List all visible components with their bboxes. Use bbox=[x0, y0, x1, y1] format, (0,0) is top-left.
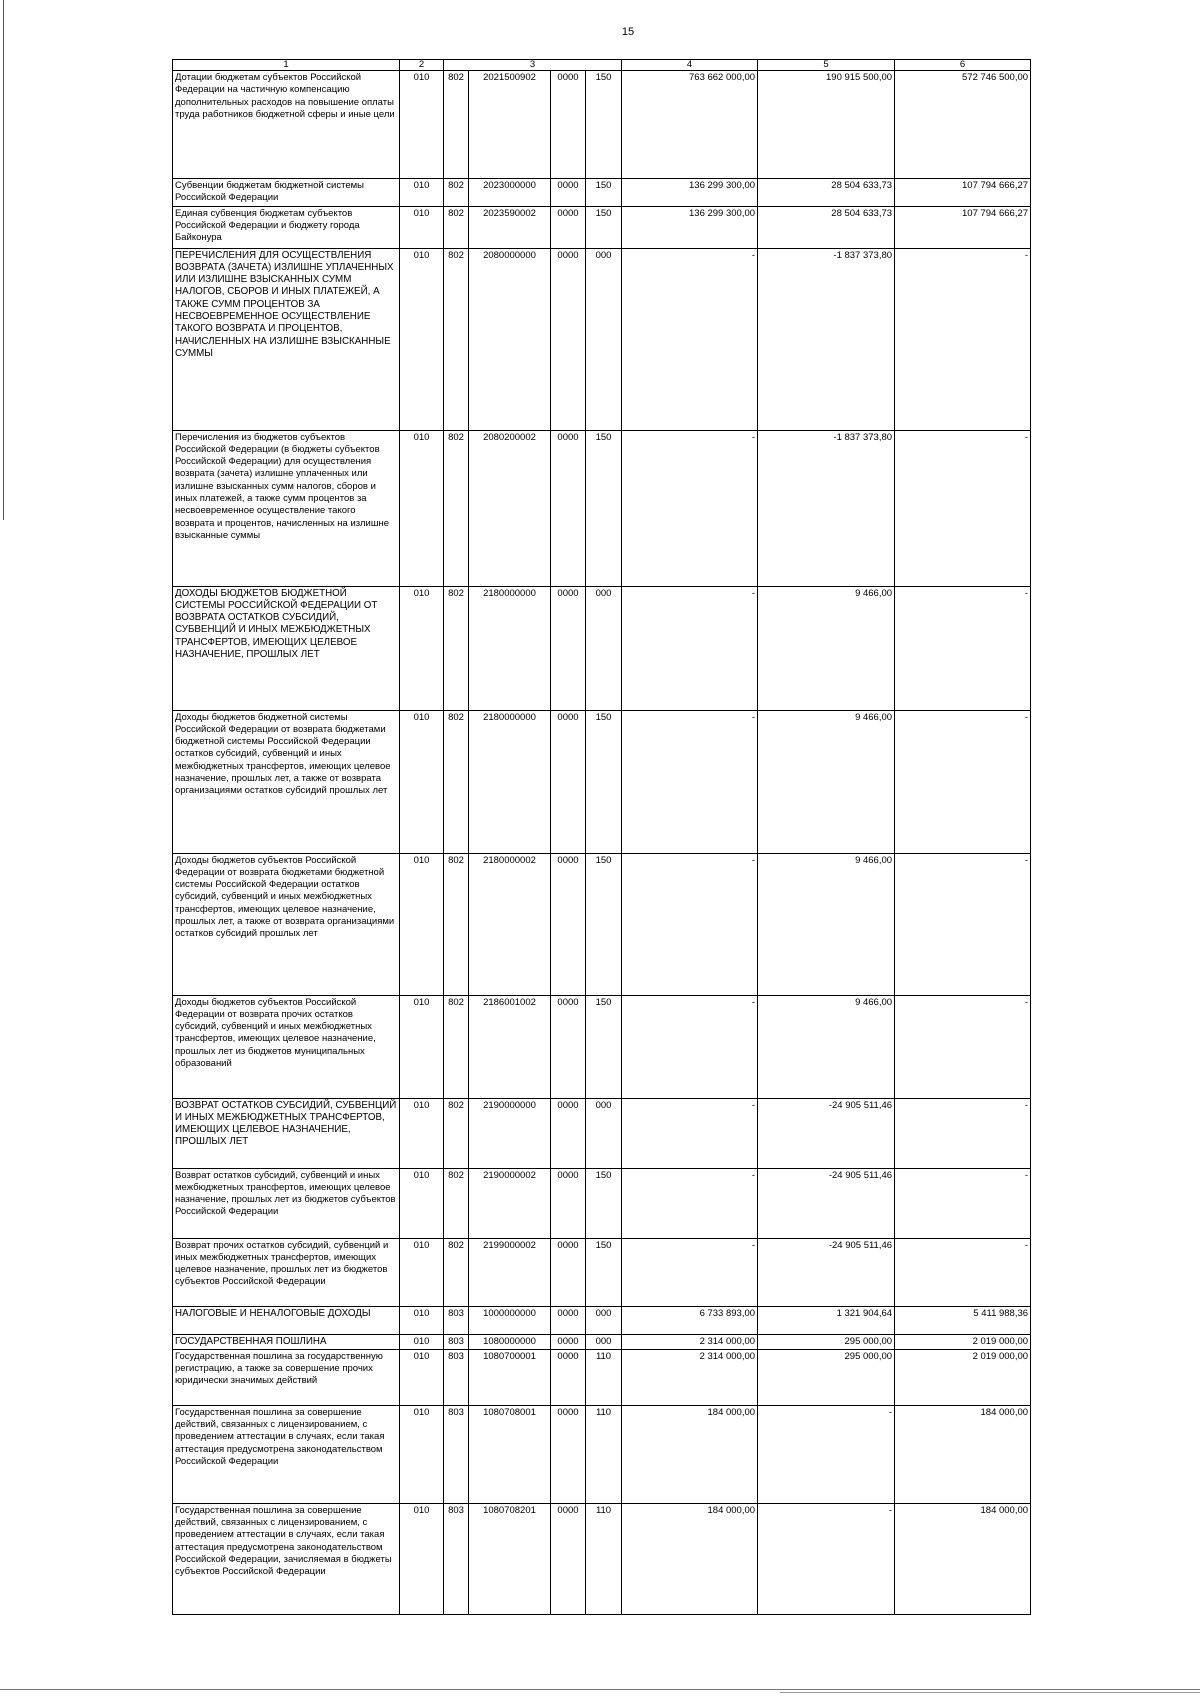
value-executed: - bbox=[758, 1503, 895, 1614]
code-admin: 803 bbox=[444, 1503, 469, 1614]
value-executed: -24 905 511,46 bbox=[758, 1238, 895, 1306]
code-kosgu: 150 bbox=[586, 853, 622, 995]
table-row bbox=[173, 853, 1031, 995]
code-classifier: 2186001002 bbox=[469, 995, 551, 1098]
value-executed: 9 466,00 bbox=[758, 586, 895, 710]
value-approved: 184 000,00 bbox=[622, 1503, 758, 1614]
code-admin: 803 bbox=[444, 1306, 469, 1334]
code-admin: 802 bbox=[444, 179, 469, 207]
row-name: Доходы бюджетов субъектов Российской Федерации от возврата бюджетами бюджетной системы Российской Федерации остатков субсидий, субвенций и иных межбюджетных трансфертов, имеющих целевое назначение, прошлых лет, а также от возврата организациями остатков субсидий прошлых лет bbox=[173, 853, 400, 995]
value-unexecuted: - bbox=[895, 1238, 1031, 1306]
value-approved: - bbox=[622, 1168, 758, 1238]
code-admin: 802 bbox=[444, 586, 469, 710]
value-approved: 6 733 893,00 bbox=[622, 1306, 758, 1334]
code-chapter: 010 bbox=[400, 586, 444, 710]
code-subtype: 0000 bbox=[551, 853, 586, 995]
code-subtype: 0000 bbox=[551, 1349, 586, 1405]
table-row bbox=[173, 1334, 1031, 1349]
code-kosgu: 150 bbox=[586, 1238, 622, 1306]
value-approved: - bbox=[622, 586, 758, 710]
code-kosgu: 000 bbox=[586, 1334, 622, 1349]
row-name: Субвенции бюджетам бюджетной системы Российской Федерации bbox=[173, 179, 400, 207]
value-unexecuted: - bbox=[895, 710, 1031, 853]
code-classifier: 2180000000 bbox=[469, 586, 551, 710]
value-executed: 9 466,00 bbox=[758, 710, 895, 853]
table-row bbox=[173, 586, 1031, 710]
code-classifier: 1080708201 bbox=[469, 1503, 551, 1614]
code-classifier: 2180000002 bbox=[469, 853, 551, 995]
table-row bbox=[173, 179, 1031, 207]
table-row bbox=[173, 430, 1031, 586]
code-classifier: 2080000000 bbox=[469, 248, 551, 430]
row-name: Доходы бюджетов субъектов Российской Федерации от возврата прочих остатков субсидий, субвенций и иных межбюджетных трансфертов, имеющих целевое назначение, прошлых лет из бюджетов муниципальных образований bbox=[173, 995, 400, 1098]
code-chapter: 010 bbox=[400, 853, 444, 995]
value-executed: 28 504 633,73 bbox=[758, 206, 895, 248]
row-name: Возврат прочих остатков субсидий, субвенций и иных межбюджетных трансфертов, имеющих целевое назначение, прошлых лет из бюджетов субъектов Российской Федерации bbox=[173, 1238, 400, 1306]
code-chapter: 010 bbox=[400, 1168, 444, 1238]
column-header-3: 3 bbox=[444, 60, 622, 71]
value-unexecuted: 184 000,00 bbox=[895, 1503, 1031, 1614]
value-approved: - bbox=[622, 1098, 758, 1168]
code-classifier: 2190000000 bbox=[469, 1098, 551, 1168]
code-subtype: 0000 bbox=[551, 710, 586, 853]
value-unexecuted: - bbox=[895, 1098, 1031, 1168]
code-chapter: 010 bbox=[400, 248, 444, 430]
value-unexecuted: 572 746 500,00 bbox=[895, 71, 1031, 179]
value-approved: 136 299 300,00 bbox=[622, 179, 758, 207]
code-subtype: 0000 bbox=[551, 1503, 586, 1614]
column-header-5: 5 bbox=[758, 60, 895, 71]
code-subtype: 0000 bbox=[551, 1405, 586, 1503]
value-executed: -1 837 373,80 bbox=[758, 248, 895, 430]
code-subtype: 0000 bbox=[551, 1334, 586, 1349]
code-subtype: 0000 bbox=[551, 995, 586, 1098]
code-subtype: 0000 bbox=[551, 430, 586, 586]
code-classifier: 2023000000 bbox=[469, 179, 551, 207]
value-approved: 763 662 000,00 bbox=[622, 71, 758, 179]
code-classifier: 2180000000 bbox=[469, 710, 551, 853]
code-kosgu: 150 bbox=[586, 71, 622, 179]
code-chapter: 010 bbox=[400, 1238, 444, 1306]
code-admin: 802 bbox=[444, 710, 469, 853]
code-chapter: 010 bbox=[400, 1503, 444, 1614]
code-chapter: 010 bbox=[400, 995, 444, 1098]
code-admin: 802 bbox=[444, 1098, 469, 1168]
code-chapter: 010 bbox=[400, 1306, 444, 1334]
table-row bbox=[173, 71, 1031, 179]
row-name: Государственная пошлина за совершение действий, связанных с лицензированием, с проведением аттестации в случаях, если такая аттестация предусмотрена законодательством Российской Федерации, зачисляемая в бюджеты субъектов Российской Федерации bbox=[173, 1503, 400, 1614]
value-executed: 9 466,00 bbox=[758, 995, 895, 1098]
code-kosgu: 150 bbox=[586, 710, 622, 853]
code-subtype: 0000 bbox=[551, 1098, 586, 1168]
code-kosgu: 110 bbox=[586, 1503, 622, 1614]
code-classifier: 2023590002 bbox=[469, 206, 551, 248]
column-number-row bbox=[173, 60, 1031, 71]
row-name: Дотации бюджетам субъектов Российской Федерации на частичную компенсацию дополнительных расходов на повышение оплаты труда работников бюджетной сферы и иные цели bbox=[173, 71, 400, 179]
code-admin: 802 bbox=[444, 248, 469, 430]
value-executed: 9 466,00 bbox=[758, 853, 895, 995]
value-approved: - bbox=[622, 1238, 758, 1306]
code-kosgu: 150 bbox=[586, 995, 622, 1098]
code-classifier: 1000000000 bbox=[469, 1306, 551, 1334]
row-name: ДОХОДЫ БЮДЖЕТОВ БЮДЖЕТНОЙ СИСТЕМЫ РОССИЙСКОЙ ФЕДЕРАЦИИ ОТ ВОЗВРАТА ОСТАТКОВ СУБСИДИЙ, СУБВЕНЦИЙ И ИНЫХ МЕЖБЮДЖЕТНЫХ ТРАНСФЕРТОВ, ИМЕЮЩИХ ЦЕЛЕВОЕ НАЗНАЧЕНИЕ, ПРОШЛЫХ ЛЕТ bbox=[173, 586, 400, 710]
column-header-4: 4 bbox=[622, 60, 758, 71]
value-unexecuted: - bbox=[895, 430, 1031, 586]
code-chapter: 010 bbox=[400, 710, 444, 853]
value-unexecuted: 2 019 000,00 bbox=[895, 1334, 1031, 1349]
value-unexecuted: - bbox=[895, 995, 1031, 1098]
value-approved: - bbox=[622, 853, 758, 995]
value-executed: -24 905 511,46 bbox=[758, 1098, 895, 1168]
value-approved: - bbox=[622, 710, 758, 853]
code-chapter: 010 bbox=[400, 1405, 444, 1503]
row-name: Доходы бюджетов бюджетной системы Российской Федерации от возврата бюджетами бюджетной системы Российской Федерации остатков субсидий, субвенций и иных межбюджетных трансфертов, имеющих целевое назначение, прошлых лет, а также от возврата организациями остатков субсидий прошлых лет bbox=[173, 710, 400, 853]
table-row bbox=[173, 248, 1031, 430]
code-admin: 802 bbox=[444, 853, 469, 995]
code-subtype: 0000 bbox=[551, 1168, 586, 1238]
code-chapter: 010 bbox=[400, 179, 444, 207]
code-classifier: 2199000002 bbox=[469, 1238, 551, 1306]
table-row bbox=[173, 995, 1031, 1098]
column-header-2: 2 bbox=[400, 60, 444, 71]
value-unexecuted: 184 000,00 bbox=[895, 1405, 1031, 1503]
value-unexecuted: 107 794 666,27 bbox=[895, 179, 1031, 207]
code-kosgu: 110 bbox=[586, 1405, 622, 1503]
row-name: ПЕРЕЧИСЛЕНИЯ ДЛЯ ОСУЩЕСТВЛЕНИЯ ВОЗВРАТА (ЗАЧЕТА) ИЗЛИШНЕ УПЛАЧЕННЫХ ИЛИ ИЗЛИШНЕ ВЗЫСКАННЫХ СУММ НАЛОГОВ, СБОРОВ И ИНЫХ ПЛАТЕЖЕЙ, А ТАКЖЕ СУММ ПРОЦЕНТОВ ЗА НЕСВОЕВРЕМЕННОЕ ОСУЩЕСТВЛЕНИЕ ТАКОГО ВОЗВРАТА И ПРОЦЕНТОВ, НАЧИСЛЕННЫХ НА ИЗЛИШНЕ ВЗЫСКАННЫЕ СУММЫ bbox=[173, 248, 400, 430]
scan-edge-bottom bbox=[0, 1689, 1200, 1690]
code-admin: 802 bbox=[444, 206, 469, 248]
code-admin: 802 bbox=[444, 71, 469, 179]
table-row bbox=[173, 206, 1031, 248]
row-name: Перечисления из бюджетов субъектов Российской Федерации (в бюджеты субъектов Российской Федерации) для осуществления возврата (зачета) излишне уплаченных или излишне взысканных сумм налогов, сборов и иных платежей, а также сумм процентов за несвоевременное осуществление такого возврата и процентов, начисленных на излишне взысканные суммы bbox=[173, 430, 400, 586]
code-classifier: 1080700001 bbox=[469, 1349, 551, 1405]
scan-edge-left bbox=[3, 0, 4, 520]
value-approved: 2 314 000,00 bbox=[622, 1349, 758, 1405]
code-classifier: 1080708001 bbox=[469, 1405, 551, 1503]
value-executed: 1 321 904,64 bbox=[758, 1306, 895, 1334]
code-chapter: 010 bbox=[400, 1098, 444, 1168]
table-row bbox=[173, 710, 1031, 853]
column-header-6: 6 bbox=[895, 60, 1031, 71]
code-chapter: 010 bbox=[400, 430, 444, 586]
row-name: Единая субвенция бюджетам субъектов Российской Федерации и бюджету города Байконура bbox=[173, 206, 400, 248]
code-kosgu: 110 bbox=[586, 1349, 622, 1405]
row-name: НАЛОГОВЫЕ И НЕНАЛОГОВЫЕ ДОХОДЫ bbox=[173, 1306, 400, 1334]
code-subtype: 0000 bbox=[551, 1306, 586, 1334]
value-unexecuted: - bbox=[895, 853, 1031, 995]
code-admin: 802 bbox=[444, 995, 469, 1098]
code-kosgu: 150 bbox=[586, 430, 622, 586]
table-row bbox=[173, 1405, 1031, 1503]
scan-edge-bottom-short bbox=[780, 1692, 1200, 1693]
code-classifier: 2190000002 bbox=[469, 1168, 551, 1238]
code-admin: 802 bbox=[444, 1168, 469, 1238]
code-subtype: 0000 bbox=[551, 1238, 586, 1306]
code-kosgu: 000 bbox=[586, 248, 622, 430]
code-classifier: 2080200002 bbox=[469, 430, 551, 586]
code-admin: 803 bbox=[444, 1334, 469, 1349]
code-kosgu: 150 bbox=[586, 206, 622, 248]
value-unexecuted: 5 411 988,36 bbox=[895, 1306, 1031, 1334]
code-subtype: 0000 bbox=[551, 248, 586, 430]
value-approved: - bbox=[622, 248, 758, 430]
value-executed: -24 905 511,46 bbox=[758, 1168, 895, 1238]
table-header bbox=[173, 60, 1031, 71]
code-kosgu: 000 bbox=[586, 1098, 622, 1168]
code-subtype: 0000 bbox=[551, 179, 586, 207]
code-chapter: 010 bbox=[400, 1334, 444, 1349]
table-row bbox=[173, 1168, 1031, 1238]
row-name: ГОСУДАРСТВЕННАЯ ПОШЛИНА bbox=[173, 1334, 400, 1349]
code-chapter: 010 bbox=[400, 71, 444, 179]
code-admin: 802 bbox=[444, 430, 469, 586]
value-executed: 295 000,00 bbox=[758, 1334, 895, 1349]
code-admin: 802 bbox=[444, 1238, 469, 1306]
table-row bbox=[173, 1098, 1031, 1168]
row-name: Государственная пошлина за совершение действий, связанных с лицензированием, с проведением аттестации в случаях, если такая аттестация предусмотрена законодательством Российской Федерации bbox=[173, 1405, 400, 1503]
row-name: Государственная пошлина за государственную регистрацию, а также за совершение прочих юридически значимых действий bbox=[173, 1349, 400, 1405]
value-unexecuted: - bbox=[895, 1168, 1031, 1238]
column-header-1: 1 bbox=[173, 60, 400, 71]
code-kosgu: 000 bbox=[586, 1306, 622, 1334]
value-executed: 295 000,00 bbox=[758, 1349, 895, 1405]
value-unexecuted: 2 019 000,00 bbox=[895, 1349, 1031, 1405]
code-kosgu: 150 bbox=[586, 1168, 622, 1238]
value-executed: -1 837 373,80 bbox=[758, 430, 895, 586]
value-unexecuted: - bbox=[895, 586, 1031, 710]
code-classifier: 1080000000 bbox=[469, 1334, 551, 1349]
value-approved: - bbox=[622, 430, 758, 586]
row-name: ВОЗВРАТ ОСТАТКОВ СУБСИДИЙ, СУБВЕНЦИЙ И ИНЫХ МЕЖБЮДЖЕТНЫХ ТРАНСФЕРТОВ, ИМЕЮЩИХ ЦЕЛЕВОЕ НАЗНАЧЕНИЕ, ПРОШЛЫХ ЛЕТ bbox=[173, 1098, 400, 1168]
table-row bbox=[173, 1349, 1031, 1405]
value-approved: 2 314 000,00 bbox=[622, 1334, 758, 1349]
code-subtype: 0000 bbox=[551, 71, 586, 179]
table-row bbox=[173, 1238, 1031, 1306]
code-kosgu: 150 bbox=[586, 179, 622, 207]
value-approved: - bbox=[622, 995, 758, 1098]
value-unexecuted: - bbox=[895, 248, 1031, 430]
value-approved: 184 000,00 bbox=[622, 1405, 758, 1503]
code-classifier: 2021500902 bbox=[469, 71, 551, 179]
value-executed: - bbox=[758, 1405, 895, 1503]
value-executed: 190 915 500,00 bbox=[758, 71, 895, 179]
code-chapter: 010 bbox=[400, 1349, 444, 1405]
table-row bbox=[173, 1503, 1031, 1614]
code-subtype: 0000 bbox=[551, 206, 586, 248]
code-chapter: 010 bbox=[400, 206, 444, 248]
page-number: 15 bbox=[621, 26, 635, 38]
table-row bbox=[173, 1306, 1031, 1334]
value-approved: 136 299 300,00 bbox=[622, 206, 758, 248]
budget-table bbox=[172, 59, 1031, 1615]
code-subtype: 0000 bbox=[551, 586, 586, 710]
value-executed: 28 504 633,73 bbox=[758, 179, 895, 207]
code-admin: 803 bbox=[444, 1405, 469, 1503]
code-kosgu: 000 bbox=[586, 586, 622, 710]
row-name: Возврат остатков субсидий, субвенций и иных межбюджетных трансфертов, имеющих целевое назначение, прошлых лет из бюджетов субъектов Российской Федерации bbox=[173, 1168, 400, 1238]
table-body bbox=[173, 71, 1031, 1615]
value-unexecuted: 107 794 666,27 bbox=[895, 206, 1031, 248]
code-admin: 803 bbox=[444, 1349, 469, 1405]
